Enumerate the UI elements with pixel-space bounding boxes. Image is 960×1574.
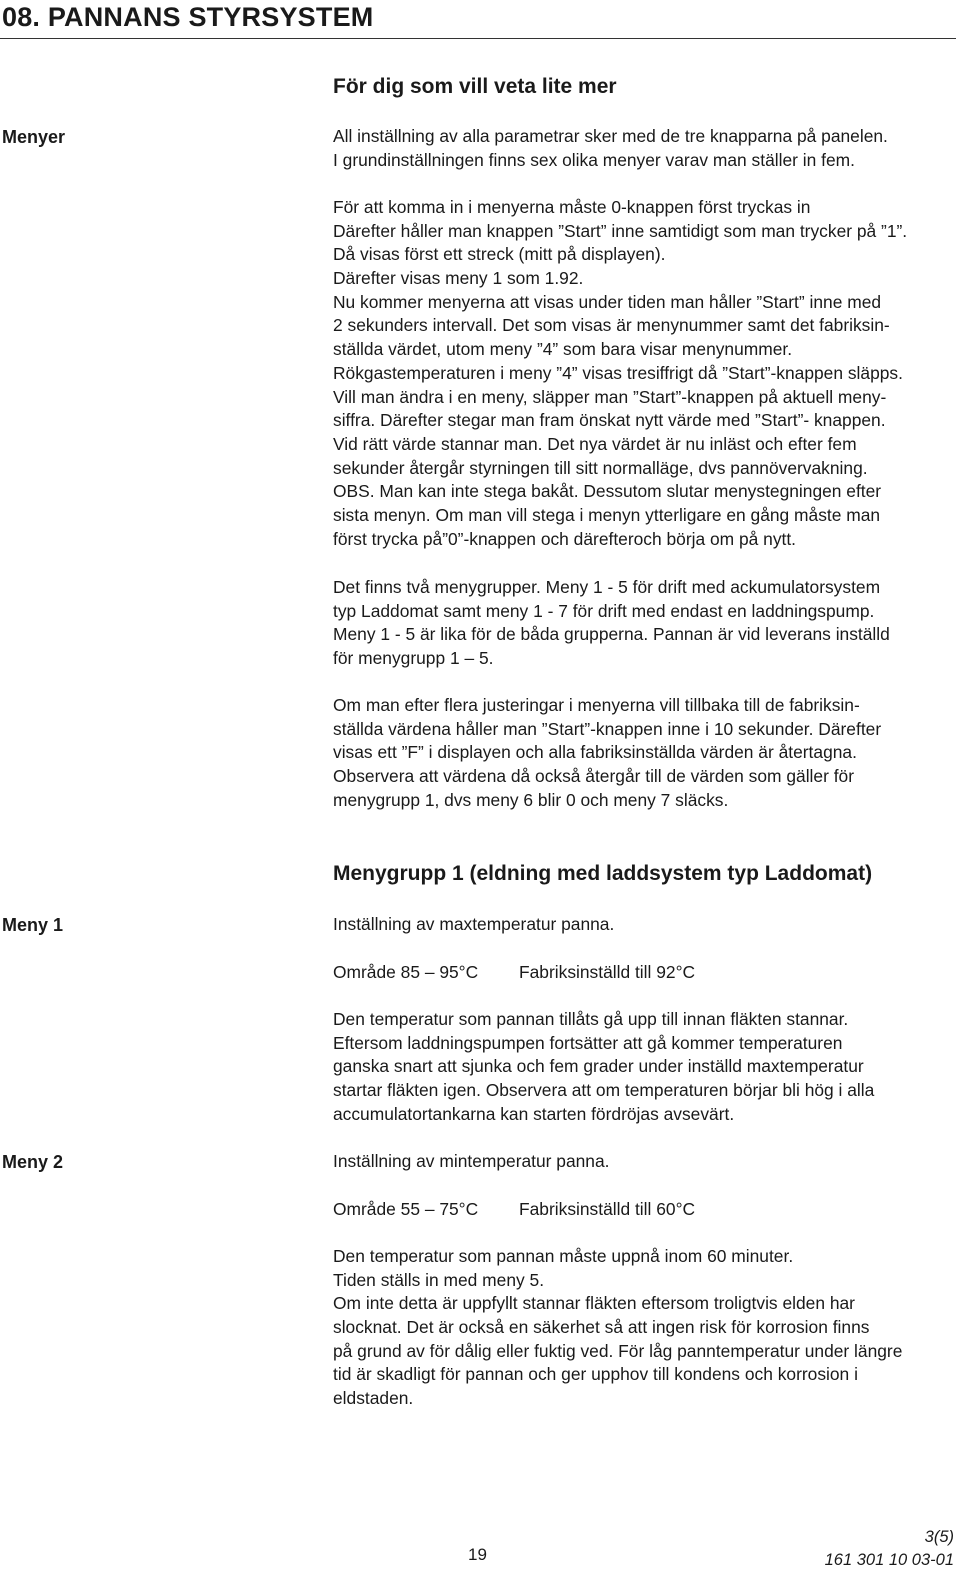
text-line: Då visas först ett streck (mitt på displayen). <box>333 244 666 265</box>
text-line: först trycka på”0”-knappen och därefteroch börja om på nytt. <box>333 528 797 549</box>
text-line: eldstaden. <box>333 1388 414 1409</box>
meny-1-description <box>333 1008 957 1126</box>
text-line: Meny 1 - 5 är lika för de båda grupperna. Pannan är vid leverans inställd <box>333 624 890 645</box>
text-line: Därefter visas meny 1 som 1.92. <box>333 268 584 289</box>
intro-paragraph-1 <box>333 125 957 172</box>
text-line: Den temperatur som pannan tillåts gå upp till innan fläkten stannar. <box>333 1009 849 1029</box>
text-line: Vill man ändra i en meny, släpper man ”Start”-knappen på aktuell meny- <box>333 386 887 407</box>
text-line: slocknat. Det är också en säkerhet så att ingen risk för korrosion finns <box>333 1317 870 1338</box>
text-line: Nu kommer menyerna att visas under tiden man håller ”Start” inne med <box>333 291 882 312</box>
document-code: 161 301 10 03-01 <box>824 1551 954 1569</box>
text-line: menygrupp 1, dvs meny 6 blir 0 och meny 7 släcks. <box>333 789 729 810</box>
text-line: 2 sekunders intervall. Det som visas är menynummer samt det fabriksin- <box>333 315 890 336</box>
meny-1-range: Område 85 – 95°C <box>333 962 479 982</box>
document-reference <box>825 1526 954 1572</box>
text-line: accumulatortankarna kan starten fördröjas avsevärt. <box>333 1103 735 1124</box>
text-line: Rökgastemperaturen i meny ”4” visas tresiffrigt då ”Start”-knappen släpps. <box>333 362 903 383</box>
section-heading-intro: För dig som vill veta lite mer <box>333 75 617 98</box>
text-line: All inställning av alla parametrar sker med de tre knapparna på panelen. <box>333 126 888 146</box>
intro-paragraph-4 <box>333 694 957 812</box>
text-line: ställda värdena håller man ”Start”-knappen inne i 10 sekunder. Därefter <box>333 718 882 739</box>
header-divider <box>0 38 956 39</box>
text-line: I grundinställningen finns sex olika menyer varav man ställer in fem. <box>333 149 855 170</box>
text-line: Inställning av maxtemperatur panna. <box>333 914 615 934</box>
sidebar-label-meny-2: Meny 2 <box>2 1152 64 1172</box>
meny-2-range-row <box>333 1197 695 1221</box>
text-line: på grund av för dålig eller fuktig ved. För låg panntemperatur under längre <box>333 1340 903 1361</box>
meny-2-factory-setting: Fabriksinställd till 60°C <box>519 1199 696 1219</box>
text-line: Om inte detta är uppfyllt stannar fläkten eftersom troligtvis elden har <box>333 1293 855 1314</box>
sidebar-label-meny-1: Meny 1 <box>2 915 64 935</box>
text-line: Det finns två menygrupper. Meny 1 - 5 för drift med ackumulatorsystem <box>333 577 881 597</box>
text-line: Vid rätt värde stannar man. Det nya värdet är nu inläst och efter fem <box>333 433 857 454</box>
meny-2-description <box>333 1245 957 1411</box>
text-line: Därefter håller man knappen ”Start” inne samtidigt som man trycker på ”1”. <box>333 220 908 241</box>
section-heading-menygrupp-1: Menygrupp 1 (eldning med laddsystem typ Laddomat) <box>333 862 873 885</box>
text-line: startar fläkten igen. Observera att om temperaturen börjar bli hög i alla <box>333 1080 875 1101</box>
text-line: typ Laddomat samt meny 1 - 7 för drift med endast en laddningspump. <box>333 600 875 621</box>
meny-1-setting <box>333 913 957 937</box>
text-line: ställda värdet, utom meny ”4” som bara visar menynummer. <box>333 339 793 360</box>
text-line: Eftersom laddningspumpen fortsätter att gå kommer temperaturen <box>333 1032 843 1053</box>
meny-2-setting <box>333 1150 957 1174</box>
text-line: för menygrupp 1 – 5. <box>333 648 494 669</box>
intro-paragraph-3 <box>333 576 957 671</box>
page-title: 08. PANNANS STYRSYSTEM <box>2 2 374 32</box>
text-line: ganska snart att sjunka och fem grader under inställd maxtemperatur <box>333 1056 864 1077</box>
text-line: sista menyn. Om man vill stega i menyn ytterligare en gång måste man <box>333 504 881 525</box>
text-line: Observera att värdena då också återgår till de värden som gäller för <box>333 766 855 787</box>
intro-paragraph-2 <box>333 196 957 551</box>
text-line: Inställning av mintemperatur panna. <box>333 1151 610 1171</box>
sheet-count: 3(5) <box>924 1528 954 1546</box>
text-line: visas ett ”F” i displayen och alla fabriksinställda värden är återtagna. <box>333 742 857 763</box>
text-line: Tiden ställs in med meny 5. <box>333 1269 545 1290</box>
meny-2-range: Område 55 – 75°C <box>333 1199 479 1219</box>
text-line: OBS. Man kan inte stega bakåt. Dessutom slutar menystegningen efter <box>333 481 882 502</box>
text-line: Den temperatur som pannan måste uppnå inom 60 minuter. <box>333 1246 794 1266</box>
text-line: tid är skadligt för pannan och ger upphov till kondens och korrosion i <box>333 1364 858 1385</box>
text-line: siffra. Därefter stegar man fram önskat nytt värde med ”Start”- knappen. <box>333 410 886 431</box>
text-line: sekunder återgår styrningen till sitt normalläge, dvs pannövervakning. <box>333 457 868 478</box>
text-line: Om man efter flera justeringar i menyerna vill tillbaka till de fabriksin- <box>333 695 860 715</box>
sidebar-label-menyer: Menyer <box>2 127 66 147</box>
text-line: För att komma in i menyerna måste 0-knappen först tryckas in <box>333 197 811 217</box>
meny-1-factory-setting: Fabriksinställd till 92°C <box>519 962 696 982</box>
meny-1-range-row <box>333 960 695 984</box>
page-number: 19 <box>468 1545 487 1564</box>
